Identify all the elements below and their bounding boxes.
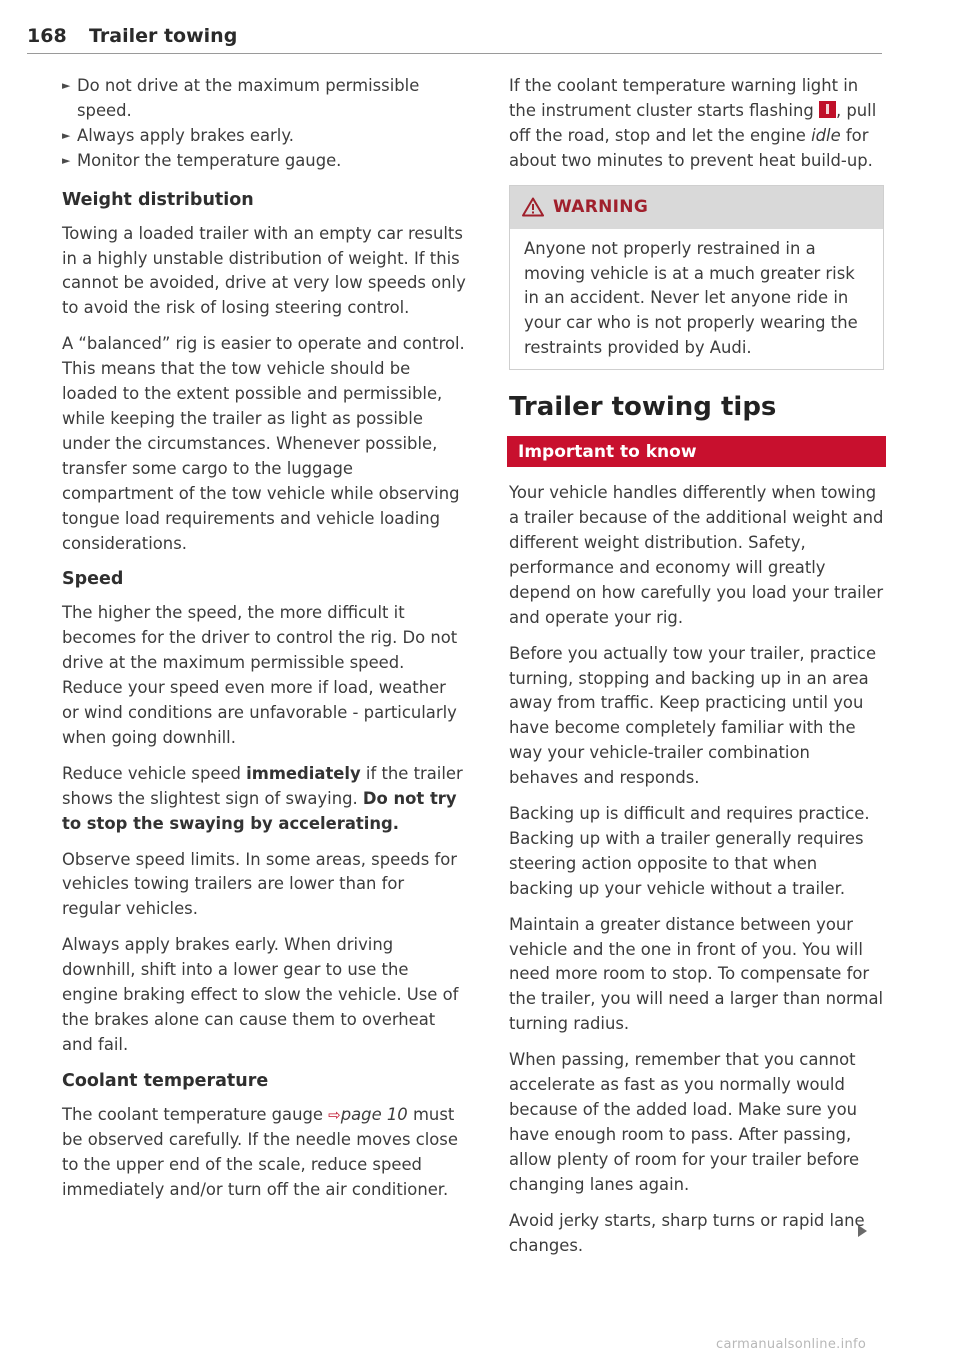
paragraph: Always apply brakes early. When driving downhill, shift into a lower gear to use the engine braking effect to slow the vehicle. Use of the brakes alone can cause them to overheat and fail. xyxy=(62,935,459,1054)
paragraph: If the coolant temperature warning light in the instrument cluster starts flashing , pull off the road, stop and let the engine idle for about two minutes to prevent heat build-up. xyxy=(509,76,877,170)
chapter-title: Trailer towing xyxy=(89,25,238,47)
paragraph: A “balanced” rig is easier to operate and control. This means that the tow vehicle should be loaded to the extent possible and permissible, while keeping the trailer as light as possible under the circumstances. Whenever possible, transfer some cargo to the luggage compartment of the tow vehicle while observing tongue load requirements and vehicle loading considerations. xyxy=(62,334,465,553)
page-reference-arrow-icon: ⇨ xyxy=(328,1105,341,1124)
warning-triangle-icon xyxy=(522,197,544,217)
bullet-arrow-icon: ► xyxy=(62,153,71,167)
coolant-warning-light-icon xyxy=(819,101,836,118)
warning-label: WARNING xyxy=(553,197,649,218)
paragraph: Observe speed limits. In some areas, speeds for vehicles towing trailers are lower than for regular vehicles. xyxy=(62,849,457,919)
list-item: ► Do not drive at the maximum permissible speed. xyxy=(62,76,420,120)
page-header xyxy=(27,24,882,54)
list-item: ► Always apply brakes early. xyxy=(62,124,467,149)
bullet-arrow-icon: ► xyxy=(62,79,71,92)
paragraph: Avoid jerky starts, sharp turns or rapid lane changes. xyxy=(509,1210,865,1255)
warning-box xyxy=(509,185,884,371)
warning-text: Anyone not properly restrained in a moving vehicle is at a much greater risk in an accident. Never let anyone ride in your car who is not properly wearing the restraints provided by Audi. xyxy=(524,238,858,358)
paragraph: When passing, remember that you cannot accelerate as fast as you normally would because of the added load. Make sure you have enough room to pass. After passing, allow plenty of room for your trailer before changing lanes again. xyxy=(509,1050,860,1194)
watermark: carmanualsonline.info xyxy=(716,1337,867,1352)
heading-coolant-temperature: Coolant temperature xyxy=(62,1070,269,1091)
heading-weight-distribution: Weight distribution xyxy=(62,189,254,210)
paragraph: Before you actually tow your trailer, practice turning, stopping and backing up in an area away from traffic. Keep practicing until you have become completely familiar with the way your vehicle-trailer combination behaves and responds. xyxy=(509,643,877,788)
left-column xyxy=(62,74,467,1213)
paragraph: Towing a loaded trailer with an empty car results in a highly unstable distribution of weight. If this cannot be avoided, drive at very low speeds only to avoid the risk of losing steering control. xyxy=(62,223,466,318)
list-item: ► Monitor the temperature gauge. xyxy=(62,149,467,174)
paragraph: Reduce vehicle speed immediately if the trailer shows the slightest sign of swaying. Do not try to stop the swaying by accelerating. xyxy=(62,763,463,833)
warning-body xyxy=(510,229,883,370)
paragraph: The coolant temperature gauge ⇨page 10 must be observed carefully. If the needle moves close to the upper end of the scale, reduce speed immediately and/or turn off the air conditioner. xyxy=(62,1104,458,1199)
subsection-bar xyxy=(507,436,886,467)
page-reference-link[interactable]: page 10 xyxy=(340,1104,408,1124)
paragraph: Your vehicle handles differently when towing a trailer because of the additional weight and different weight distribution. Safety, performance and economy will greatly depend on how carefully you load your trailer and operate your rig. xyxy=(509,483,884,627)
continue-arrow-icon xyxy=(858,1225,867,1237)
paragraph: Maintain a greater distance between your vehicle and the one in front of you. You will need more room to stop. To compensate for the trailer, you will need a larger than normal turning radius. xyxy=(509,914,884,1034)
right-column xyxy=(509,74,884,1269)
paragraph: Backing up is difficult and requires practice. Backing up with a trailer generally requires steering action opposite to that when backing up your vehicle without a trailer. xyxy=(509,804,870,898)
warning-header xyxy=(510,186,883,229)
subsection-title: Important to know xyxy=(518,441,697,462)
bullet-arrow-icon: ► xyxy=(62,128,71,142)
page-number: 168 xyxy=(27,25,67,47)
section-title: Trailer towing tips xyxy=(509,392,777,423)
tips-bullet-list xyxy=(62,74,467,174)
paragraph: The higher the speed, the more difficult it becomes for the driver to control the rig. Do not drive at the maximum permissible speed. Reduce your speed even more if load, weather or wind conditions are unfavorable - particularly when going downhill. xyxy=(62,603,458,747)
heading-speed: Speed xyxy=(62,569,124,590)
